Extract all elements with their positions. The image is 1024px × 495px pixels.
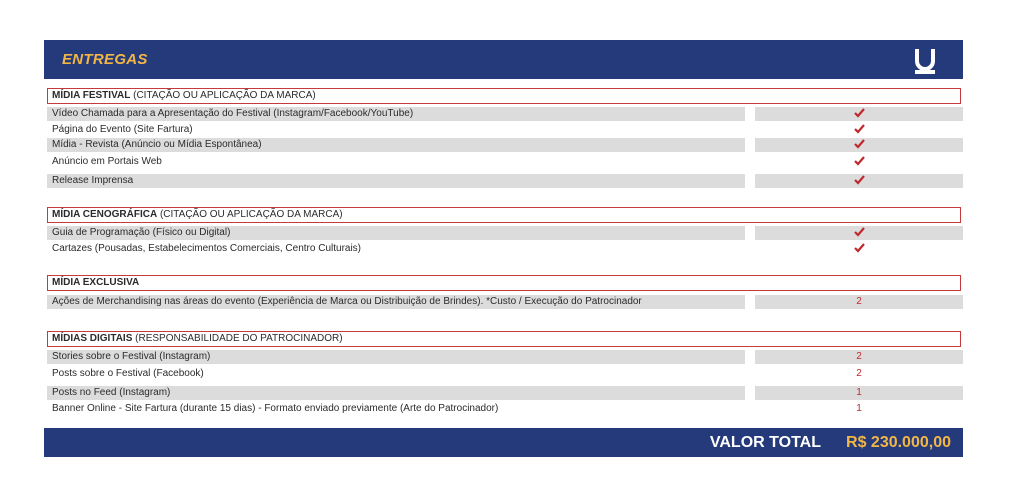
total-label: VALOR TOTAL [709,434,821,451]
row-value: 2 [755,350,963,364]
row-label: Anúncio em Portais Web [52,156,162,167]
row-value [755,174,963,188]
checkmark-icon [854,227,865,237]
row-value: 1 [755,386,963,400]
header-title: ENTREGAS [62,51,148,68]
row-label: Stories sobre o Festival (Instagram) [47,350,745,364]
checkmark-icon [854,139,865,149]
row-value [755,138,963,152]
checkmark-icon [854,124,865,134]
row-value: 1 [856,403,862,414]
u-logo-icon [913,46,937,76]
table-row [47,226,963,240]
row-label: Posts no Feed (Instagram) [47,386,745,400]
row-value [755,123,963,137]
row-label: Ações de Merchandising nas áreas do evento (Experiência de Marca ou Distribuição de Brindes). *Custo / Execução do Patrocinador [47,295,745,309]
row-label: Banner Online - Site Fartura (durante 15 dias) - Formato enviado previamente (Arte do Patrocinador) [52,403,499,414]
total-value: R$ 230.000,00 [846,434,951,451]
checkmark-icon [854,175,865,185]
table-row [47,123,963,137]
row-label: Posts sobre o Festival (Facebook) [52,368,204,379]
row-value: 2 [856,368,862,379]
row-value [755,226,963,240]
table-row [47,367,963,381]
header-bar [44,40,963,79]
row-value [755,155,963,169]
table-row [47,386,963,400]
row-label: Guia de Programação (Físico ou Digital) [47,226,745,240]
section-header-midia-exclusiva: MÍDIA EXCLUSIVA [47,275,961,291]
table-row [47,138,963,152]
table-row [47,155,963,169]
row-label: Cartazes (Pousadas, Estabelecimentos Comerciais, Centro Culturais) [52,243,362,254]
footer-bar [44,428,963,457]
section-header-midias-digitais: MÍDIAS DIGITAIS (RESPONSABILIDADE DO PATROCINADOR) [47,331,961,347]
row-label: Vídeo Chamada para a Apresentação do Festival (Instagram/Facebook/YouTube) [47,107,745,121]
table-row [47,295,963,309]
row-label: Página do Evento (Site Fartura) [52,124,193,135]
section-header-midia-festival: MÍDIA FESTIVAL (CITAÇÃO OU APLICAÇÃO DA MARCA) [47,88,961,104]
row-label: Release Imprensa [47,174,745,188]
table-row [47,174,963,188]
table-row [47,242,963,256]
row-value: 2 [755,295,963,309]
row-value [755,242,963,256]
row-label: Mídia - Revista (Anúncio ou Mídia Espontânea) [47,138,745,152]
table-row [47,350,963,364]
section-header-midia-cenografica: MÍDIA CENOGRÁFICA (CITAÇÃO OU APLICAÇÃO DA MARCA) [47,207,961,223]
checkmark-icon [854,243,865,253]
row-value [755,107,963,121]
checkmark-icon [854,156,865,166]
table-row [47,107,963,121]
table-row [47,402,963,416]
checkmark-icon [854,108,865,118]
